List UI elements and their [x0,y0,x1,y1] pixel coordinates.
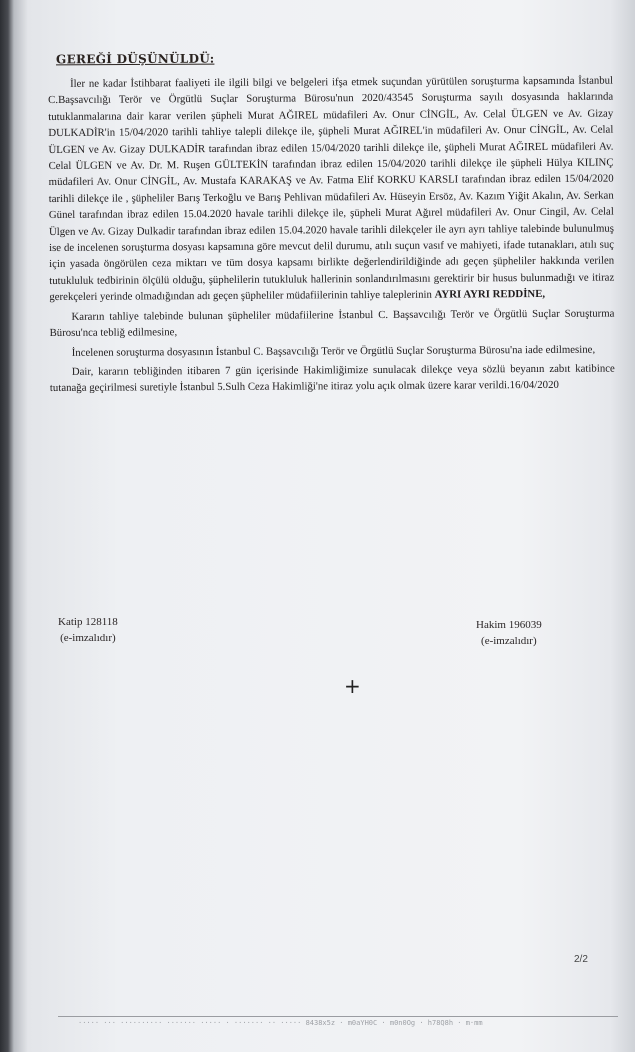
paragraph-main-text: İler ne kadar İstihbarat faaliyeti ile ilgili bilgi ve belgeleri ifşa etmek suçundan yürütülen soruşturma kapsamında İstanbul C.Başsavcılığı Terör ve Örgütlü Suçlar Soruşturma Bürosu'nun 2020/43545 Soruşturma sayılı dosyasında haklarında tutuklanmalarına dair karar verilen şüpheli Murat AĞIREL müdafileri Av. Onur CİNGİL, Av. Celal ÜLGEN ve Av. Gizay DULKADİR'in 15/04/2020 tarihli tahliye talepli dilekçe ile, şüpheli Murat AĞIREL'in müdafileri Av. Onur CİNGİL, Av. Celal ÜLGEN ve Av. Gizay DULKADİR tarafından ibraz edilen 15/04/2020 tarihli dilekçe ile, şüpheli Murat AĞIREL müdafileri Av. Celal ÜLGEN ve Av. Dr. M. Ruşen GÜLTEKİN tarafından ibraz edilen 15/04/2020 tarihli dilekçe ile şüpheli Hülya KILINÇ müdafileri Av. Onur CİNGİL, Av. Mustafa KARAKAŞ ve Av. Fatma Elif KORKU KARSLI tarafından ibraz edilen 15/04/2020 tarihli dilekçe ile , şüpheliler Barış Terkoğlu ve Barış Pehlivan müdafileri Av. Hüseyin Ersöz, Av. Kazım Yiğit Akalın, Av. Serkan Günel tarafından ibraz edilen 15.04.2020 havale tarihli dilekçe ile, şüpheli Murat Ağırel müdafileri Av. Onur Cingil, Av. Celal Ülgen ve Av. Gizay Dulkadir tarafından ibraz edilen 15.04.2020 havale tarihli dilekçeler ile ayrı ayrı tahliye talebinde bulunulmuş ise de incelenen soruşturma dosyası kapsamına göre mevcut delil durumu, atılı suçun vasıf ve mahiyeti, ifade tutanakları, atılı suç için yasada öngörülen ceza miktarı ve tüm dosya kapsamı birlikte değerlendirildiğinde adı geçen şüpheliler hakkında verilen tutukluluk tedbirinin ölçülü olduğu, şüphelilerin tutukluluk hallerinin sonlandırılmasını gerektirir bir husus bulunmadığı ve itiraz gerekçeleri yerinde olmadığından adı geçen şüpheliler müdafiilerinin tahliye taleplerinin [48,74,615,304]
document-page [18,0,624,1052]
paragraph-return: İncelenen soruşturma dosyasının İstanbul C. Başsavcılığı Terör ve Örgütlü Suçlar Soruşturma Bürosu'na iade edilmesine, [71,343,596,359]
page-number: 2/2 [574,954,588,965]
decision-body [48,73,615,397]
clerk-signature [58,614,118,646]
footer-verification-code: ····· ··· ·········· ······· ····· · ······· ·· ····· 8438x5z · m0aYH0C · m0n0Og · h78Q8h · m·mm [78,1019,483,1027]
paragraph-main [48,73,614,306]
clerk-esign-note: (e-imzalıdır) [60,632,116,644]
crosshair-cursor-icon: + [344,674,361,698]
footer-divider [58,1016,618,1017]
judge-title: Hakim 196039 [476,619,542,631]
decision-heading: GEREĞİ DÜŞÜNÜLDÜ: [55,51,215,67]
paragraph-notification: Kararın tahliye talebinde bulunan şüpheliler müdafiilerine İstanbul C. Başsavcılığı Terör ve Örgütlü Suçlar Soruşturma Bürosu'nca tebliğ edilmesine, [49,307,615,340]
judge-esign-note: (e-imzalıdır) [481,635,537,647]
clerk-title: Katip 128118 [58,616,118,628]
decision-rejection: AYRI AYRI REDDİNE, [434,288,546,301]
paragraph-appeal: Dair, kararın tebliğinden itibaren 7 gün içerisinde Hakimliğimize sunulacak dilekçe veya sözlü beyanın zabıt katibince tutanağa geçirilmesi suretiyle İstanbul 5.Sulh Ceza Hakimliği'ne itiraz yolu açık olmak üzere karar verildi.16/04/2020 [49,362,615,395]
screen-edge-mark [2,982,14,1022]
judge-signature [476,617,542,649]
